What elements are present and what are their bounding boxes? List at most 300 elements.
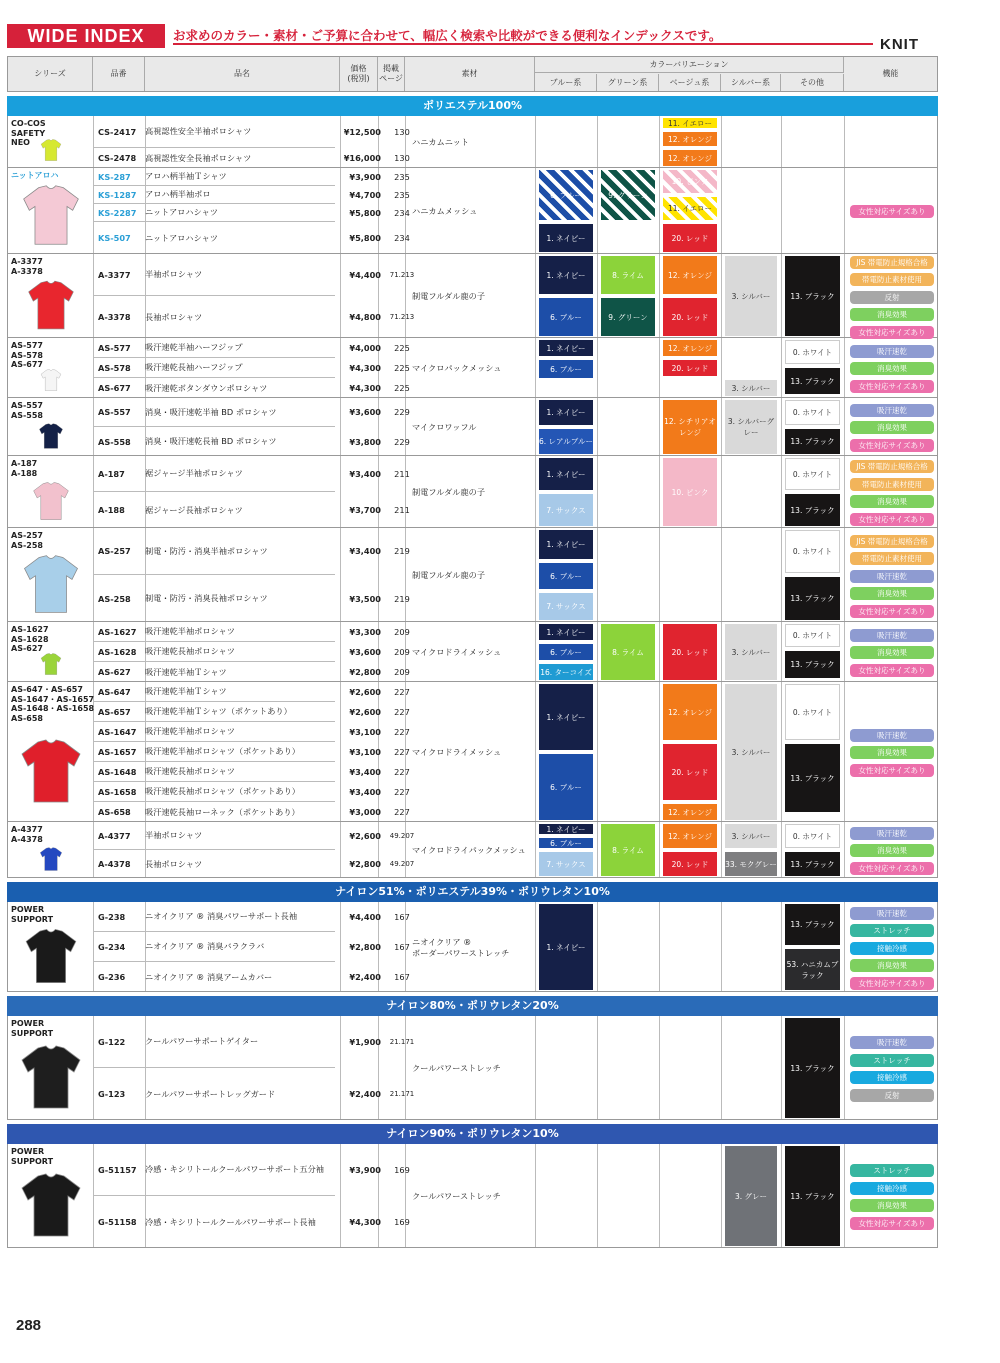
column-divider [535, 456, 536, 527]
product-code: AS-258 [98, 593, 131, 604]
product-thumbnail [16, 726, 86, 816]
col-color-variation: カラーバリエーション [535, 57, 844, 73]
function-badge: 消臭効果 [850, 959, 934, 972]
column-divider [659, 168, 660, 253]
column-divider [659, 682, 660, 821]
series-label: AS-257 AS-258 [11, 531, 43, 550]
column-divider [844, 1016, 845, 1119]
product-price: ¥2,600 [349, 686, 381, 697]
column-divider [597, 398, 598, 455]
column-divider [781, 1016, 782, 1119]
column-divider [721, 1144, 722, 1247]
color-swatch: 6. ブルー [539, 754, 593, 820]
product-thumbnail [16, 846, 86, 872]
product-thumbnail [16, 480, 86, 522]
product-name: 消臭・吸汗速乾半袖 BD ポロシャツ [145, 406, 277, 417]
material-text: マイクロパックメッシュ [412, 363, 502, 373]
column-divider [721, 456, 722, 527]
col-green: グリーン系 [597, 74, 659, 91]
product-code: AS-578 [98, 362, 131, 373]
product-price: ¥2,400 [349, 972, 381, 982]
catalog-page: 219 [394, 546, 410, 556]
function-badge: 消臭効果 [850, 646, 934, 659]
function-badge: 女性対応サイズあり [850, 862, 934, 875]
column-divider [721, 822, 722, 877]
column-divider [535, 254, 536, 337]
color-swatch: 0. ホワイト [785, 530, 840, 573]
column-divider [535, 116, 536, 167]
color-swatch: 53. ハニカムブラック [785, 949, 840, 990]
color-swatch: 1. ネイビー [539, 400, 593, 425]
product-code: AS-1647 [98, 726, 137, 737]
material-text: マイクロドライメッシュ [412, 647, 502, 657]
product-price: ¥3,000 [349, 807, 381, 817]
product-thumbnail [16, 652, 86, 676]
col-silver: シルバー系 [721, 74, 781, 91]
color-swatch: 12. オレンジ [663, 132, 717, 146]
color-swatch: 13. ブラック [785, 904, 840, 945]
series-label: A-187 A-188 [11, 459, 38, 478]
product-name: 制電・防汚・消臭長袖ポロシャツ [145, 593, 268, 603]
material-text: ハニカムニット [412, 137, 469, 147]
product-name: アロハ柄半袖Ｔシャツ [145, 171, 227, 181]
catalog-page: 167 [394, 972, 410, 982]
function-badge: 帯電防止素材使用 [850, 478, 934, 491]
product-price: ¥3,700 [349, 505, 381, 515]
catalog-page: 211 [394, 505, 410, 515]
column-divider [597, 1144, 598, 1247]
table-row [93, 338, 410, 358]
column-divider [844, 338, 845, 397]
function-badge: 反射 [850, 291, 934, 304]
product-code: AS-1628 [98, 646, 137, 657]
column-divider [659, 528, 660, 621]
product-price: ¥3,900 [349, 171, 381, 182]
column-divider [659, 254, 660, 337]
color-swatch: 12. オレンジ [663, 256, 717, 294]
product-name: 半袖ポロシャツ [145, 269, 203, 279]
product-price: ¥2,600 [349, 706, 381, 717]
table-row [93, 427, 410, 456]
catalog-page: 227 [394, 766, 410, 777]
catalog-page: 169 [394, 1217, 410, 1227]
color-swatch: 13. ブラック [785, 852, 840, 876]
product-code: G-51158 [98, 1217, 137, 1227]
product-price: ¥3,400 [349, 468, 381, 479]
series-label: POWER SUPPORT [11, 1147, 54, 1166]
series-label: A-3377 A-3378 [11, 257, 43, 276]
header-description: お求めのカラー・素材・ご予算に合わせて、幅広く検索や比較ができる便利なインデックスです。 [173, 28, 722, 43]
product-name: ニオイクリア ® 消臭バラクラバ [145, 941, 265, 951]
product-code: KS-1287 [98, 189, 137, 200]
color-swatch: 0. ホワイト [785, 340, 840, 364]
catalog-page: 234 [394, 233, 410, 243]
catalog-page: 49.207 [389, 860, 415, 868]
material-band: ポリエステル100% [7, 96, 938, 116]
color-swatch: 16. ターコイズ [539, 664, 593, 680]
table-row [93, 1068, 415, 1120]
column-divider [659, 1016, 660, 1119]
catalog-page: 225 [394, 342, 410, 353]
series-label: POWER SUPPORT [11, 1019, 54, 1038]
color-swatch: 13. ブラック [785, 256, 840, 336]
col-material: 素材 [405, 57, 535, 91]
function-badge: ストレッチ [850, 924, 934, 937]
column-divider [781, 116, 782, 167]
catalog-page: 209 [394, 667, 410, 677]
product-code: A-4378 [98, 859, 131, 869]
column-divider [597, 254, 598, 337]
function-badge: 吸汗速乾 [850, 1036, 934, 1049]
product-price: ¥4,400 [349, 269, 381, 280]
color-swatch: 12. シチリアオレンジ [663, 400, 717, 454]
col-other: その他 [781, 74, 844, 91]
column-divider [844, 398, 845, 455]
function-badge: ストレッチ [850, 1054, 934, 1067]
catalog-page: 49.207 [389, 831, 415, 840]
catalog-page: 219 [394, 593, 410, 604]
function-badge: ストレッチ [850, 1164, 934, 1177]
product-price: ¥16,000 [343, 153, 381, 163]
column-divider [659, 338, 660, 397]
column-divider [721, 254, 722, 337]
product-name: ニットアロハシャツ [145, 207, 218, 217]
catalog-page: 211 [394, 468, 410, 479]
color-swatch: 1. ネイビー [539, 624, 593, 640]
product-price: ¥3,400 [349, 766, 381, 777]
column-divider [659, 1144, 660, 1247]
function-badge: 女性対応サイズあり [850, 1217, 934, 1230]
product-name: ニオイクリア ® 消臭パワーサポート長袖 [145, 911, 298, 921]
catalog-page: 235 [394, 189, 410, 200]
catalog-page: 167 [394, 911, 410, 922]
color-swatch: 20. レッド [663, 224, 717, 252]
column-divider [535, 338, 536, 397]
column-divider [597, 902, 598, 991]
color-swatch: 6. ブルー [539, 838, 593, 848]
column-divider [597, 682, 598, 821]
product-code: KS-287 [98, 171, 131, 182]
catalog-page: 130 [394, 153, 410, 163]
catalog-page: 71.213 [389, 313, 415, 321]
product-code: CS-2417 [98, 126, 137, 137]
function-badge: JIS 帯電防止規格合格 [850, 535, 934, 548]
product-price: ¥2,600 [349, 830, 381, 841]
column-divider [535, 822, 536, 877]
product-code: A-188 [98, 505, 125, 515]
product-price: ¥3,100 [349, 726, 381, 737]
function-badge: 帯電防止素材使用 [850, 273, 934, 286]
product-group [7, 528, 938, 622]
column-divider [721, 622, 722, 681]
catalog-page: 235 [394, 171, 410, 182]
product-price: ¥3,600 [349, 646, 381, 657]
product-name: 消臭・吸汗速乾長袖 BD ポロシャツ [145, 436, 277, 446]
color-swatch: 7. サックス [539, 852, 593, 876]
color-swatch: 20. レッド [663, 852, 717, 876]
material-text: 制電フルダル鹿の子 [412, 291, 486, 301]
table-row [93, 148, 410, 168]
table-row [93, 742, 410, 762]
function-badge: 帯電防止素材使用 [850, 552, 934, 565]
table-row [93, 398, 410, 427]
color-swatch: 3. シルバー [725, 624, 777, 680]
table-row [93, 682, 410, 702]
color-swatch: 0. ホワイト [785, 400, 840, 425]
product-price: ¥3,500 [349, 593, 381, 604]
function-badge: 接触冷感 [850, 1071, 934, 1084]
table-row [93, 902, 410, 932]
color-swatch: 20. レッド [663, 624, 717, 680]
product-price: ¥3,100 [349, 746, 381, 757]
material-band: ナイロン51%・ポリエステル39%・ポリウレタン10% [7, 882, 938, 902]
product-price: ¥5,800 [349, 207, 381, 218]
product-price: ¥4,800 [349, 312, 381, 322]
column-divider [844, 254, 845, 337]
function-badge: 女性対応サイズあり [850, 380, 934, 393]
product-code: AS-577 [98, 342, 131, 353]
product-price: ¥4,300 [349, 383, 381, 393]
function-badge: 消臭効果 [850, 844, 934, 857]
table-row [93, 358, 410, 378]
function-badge: 女性対応サイズあり [850, 205, 934, 218]
product-name: 吸汗速乾長袖ポロシャツ [145, 646, 235, 656]
color-swatch: 13. ブラック [785, 1018, 840, 1118]
product-code: AS-658 [98, 807, 131, 817]
function-badge: 女性対応サイズあり [850, 605, 934, 618]
table-row [93, 622, 410, 642]
column-divider [597, 116, 598, 167]
product-name: クールパワーサポートレッグガード [145, 1088, 276, 1099]
color-swatch: 13. ブラック [785, 1146, 840, 1246]
color-swatch: 9. グリーン [601, 298, 655, 336]
series-label: A-4377 A-4378 [11, 825, 43, 844]
product-thumbnail [16, 368, 86, 392]
product-name: ニオイクリア ® 消臭アームカバー [145, 971, 273, 982]
table-header [7, 56, 938, 92]
page-number: 288 [16, 1317, 42, 1334]
column-divider [535, 1016, 536, 1119]
product-name: 吸汗速乾長袖ポロシャツ [145, 766, 235, 776]
product-name: 半袖ポロシャツ [145, 830, 203, 840]
product-thumbnail [16, 182, 86, 248]
product-code: AS-1627 [98, 626, 137, 637]
function-badge: JIS 帯電防止規格合格 [850, 256, 934, 269]
column-divider [721, 116, 722, 167]
table-row [93, 222, 410, 254]
function-badge: 女性対応サイズあり [850, 439, 934, 452]
color-swatch: 3. シルバー [725, 380, 777, 396]
function-badge: 吸汗速乾 [850, 345, 934, 358]
color-swatch: 11. イエロー [663, 197, 717, 220]
color-swatch: 1. ネイビー [539, 458, 593, 490]
color-swatch: 1. ネイビー [539, 530, 593, 559]
function-badge: 消臭効果 [850, 1199, 934, 1212]
catalog-page: 227 [394, 807, 410, 817]
product-code: G-123 [98, 1089, 126, 1099]
table-row [93, 492, 410, 528]
column-divider [844, 682, 845, 821]
table-row [93, 186, 410, 204]
col-name: 品名 [145, 57, 340, 91]
catalog-page: 71.213 [389, 270, 415, 279]
catalog-page: 130 [394, 126, 410, 137]
catalog-page: 21.171 [389, 1090, 415, 1098]
catalog-page: 234 [394, 207, 410, 218]
material-text: ハニカムメッシュ [412, 206, 478, 216]
color-swatch: 20. レッド [663, 298, 717, 336]
color-swatch: 20. レッド [663, 744, 717, 800]
product-thumbnail [16, 926, 86, 986]
catalog-page: 21.171 [389, 1037, 415, 1046]
product-thumbnail [16, 278, 86, 332]
product-price: ¥3,300 [349, 626, 381, 637]
product-price: ¥2,400 [349, 1089, 381, 1099]
product-code: AS-647 [98, 686, 131, 697]
color-swatch: 8. ライム [601, 824, 655, 876]
color-swatch: 3. シルバー [725, 684, 777, 820]
color-swatch: 12. オレンジ [663, 684, 717, 740]
column-divider [535, 682, 536, 821]
col-page: 掲載 ページ [378, 57, 405, 91]
function-badge: 女性対応サイズあり [850, 513, 934, 526]
column-divider [721, 528, 722, 621]
function-badge: 吸汗速乾 [850, 729, 934, 742]
column-divider [535, 1144, 536, 1247]
column-divider [781, 456, 782, 527]
function-badge: 女性対応サイズあり [850, 977, 934, 990]
product-code: A-4377 [98, 830, 131, 841]
product-code: G-236 [98, 972, 126, 982]
product-name: 裾ジャージ長袖ポロシャツ [145, 504, 243, 515]
product-group [7, 1144, 938, 1248]
function-badge: 吸汗速乾 [850, 570, 934, 583]
product-price: ¥2,800 [349, 667, 381, 677]
product-group [7, 622, 938, 682]
product-price: ¥4,000 [349, 342, 381, 353]
series-label: ニットアロハ [11, 171, 59, 180]
function-badge: 吸汗速乾 [850, 404, 934, 417]
product-thumbnail [16, 552, 86, 616]
column-divider [659, 902, 660, 991]
product-code: AS-677 [98, 383, 131, 393]
column-divider [781, 682, 782, 821]
table-row [93, 782, 410, 802]
color-swatch: 6. ブルー [539, 170, 593, 220]
column-divider [535, 168, 536, 253]
product-price: ¥4,400 [349, 911, 381, 922]
column-divider [659, 116, 660, 167]
column-divider [844, 622, 845, 681]
catalog-page: 229 [394, 407, 410, 417]
product-price: ¥5,800 [349, 233, 381, 243]
table-row [93, 1144, 410, 1196]
product-name: 吸汗速乾半袖ポロシャツ [145, 726, 235, 736]
function-badge: 接触冷感 [850, 942, 934, 955]
product-name: アロハ柄半袖ポロ [145, 189, 211, 199]
table-row [93, 850, 415, 878]
product-code: AS-1657 [98, 746, 137, 757]
product-price: ¥4,300 [349, 1217, 381, 1227]
color-swatch: 33. モクグレー [725, 852, 777, 876]
table-row [93, 168, 410, 186]
column-divider [597, 528, 598, 621]
function-badge: 吸汗速乾 [850, 827, 934, 840]
series-label: AS-557 AS-558 [11, 401, 43, 420]
product-group [7, 338, 938, 398]
column-divider [781, 338, 782, 397]
product-name: 冷感・キシリトールクールパワーサポート五分袖 [145, 1164, 324, 1174]
product-name: 高視認性安全半袖ポロシャツ [145, 126, 252, 136]
table-row [93, 762, 410, 782]
table-row [93, 932, 410, 962]
series-label: AS-577 AS-578 AS-677 [11, 341, 43, 370]
column-divider [597, 1016, 598, 1119]
column-divider [659, 398, 660, 455]
product-code: AS-1658 [98, 786, 137, 797]
column-divider [781, 822, 782, 877]
column-divider [535, 528, 536, 621]
color-swatch: 13. ブラック [785, 651, 840, 678]
function-badge: 消臭効果 [850, 587, 934, 600]
color-swatch: 13. ブラック [785, 429, 840, 454]
table-row [93, 962, 410, 992]
function-badge: 反射 [850, 1089, 934, 1102]
product-group [7, 822, 938, 878]
column-divider [597, 456, 598, 527]
column-divider [597, 822, 598, 877]
series-label: POWER SUPPORT [11, 905, 54, 924]
product-code: CS-2478 [98, 153, 137, 163]
product-name: 制電・防汚・消臭半袖ポロシャツ [145, 545, 268, 556]
product-thumbnail [16, 1040, 86, 1114]
function-badge: 女性対応サイズあり [850, 764, 934, 777]
function-badge: 消臭効果 [850, 746, 934, 759]
product-code: G-51157 [98, 1164, 137, 1175]
column-divider [781, 528, 782, 621]
function-badge: 接触冷感 [850, 1182, 934, 1195]
product-code: AS-627 [98, 667, 131, 677]
table-row [93, 662, 410, 682]
color-swatch: 8. ライム [601, 624, 655, 680]
column-divider [721, 902, 722, 991]
table-row [93, 722, 410, 742]
color-swatch: 10. ピンク [663, 170, 717, 193]
product-code: KS-507 [98, 233, 131, 243]
column-divider [721, 1016, 722, 1119]
column-divider [781, 168, 782, 253]
product-group [7, 902, 938, 992]
column-divider [844, 1144, 845, 1247]
color-swatch: 1. ネイビー [539, 256, 593, 294]
product-name: 吸汗速乾半袖Ｔシャツ [145, 686, 227, 696]
column-divider [597, 168, 598, 253]
color-swatch: 13. ブラック [785, 744, 840, 812]
product-name: 吸汗速乾長袖ポロシャツ（ポケットあり） [145, 786, 300, 796]
column-divider [597, 622, 598, 681]
color-swatch: 13. ブラック [785, 577, 840, 620]
material-text: マイクロドライメッシュ [412, 747, 502, 757]
product-name: 吸汗速乾半袖Ｔシャツ [145, 666, 227, 677]
column-divider [535, 622, 536, 681]
catalog-page: 225 [394, 383, 410, 393]
material-text: ニオイクリア ® ボーダーパワーストレッチ [412, 937, 510, 958]
color-swatch: 6. ブルー [539, 298, 593, 336]
product-group [7, 116, 938, 168]
function-badge: 消臭効果 [850, 308, 934, 321]
color-swatch: 9. グリーン [601, 170, 655, 220]
color-swatch: 1. ネイビー [539, 340, 593, 356]
